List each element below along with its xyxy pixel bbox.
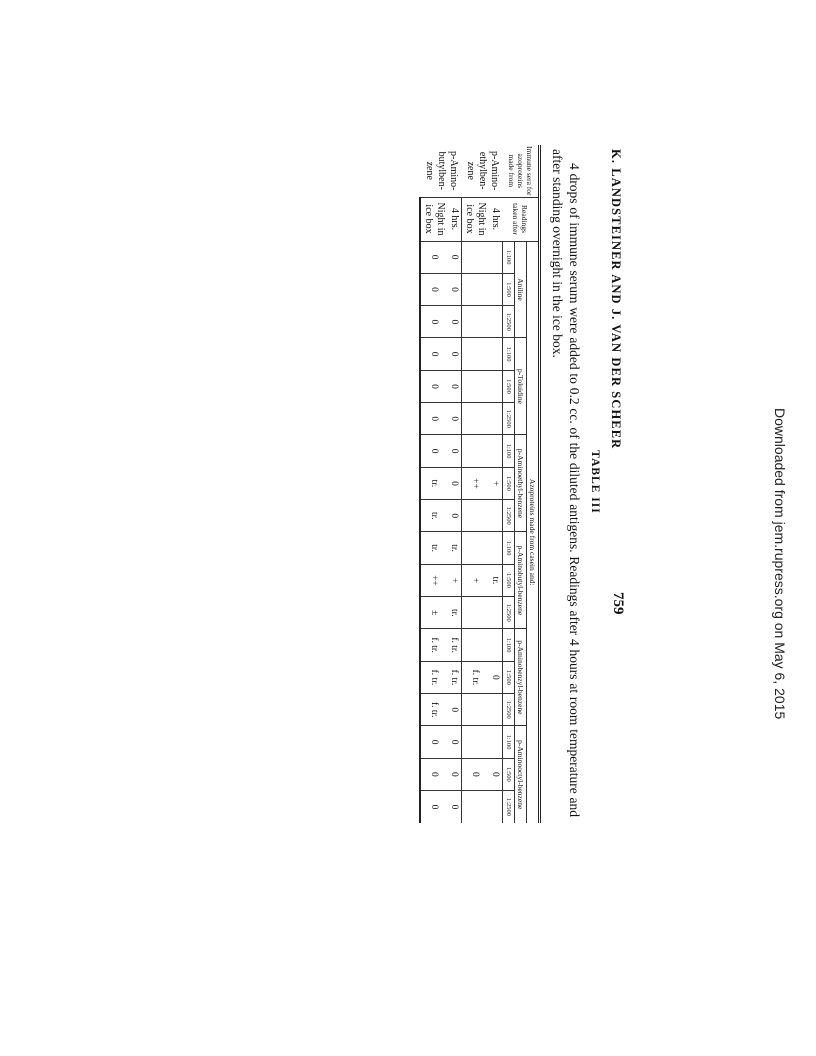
- reading-time: Night in ice box: [462, 197, 489, 241]
- result-cell: [489, 403, 503, 435]
- reading-time: 4 hrs.: [489, 197, 503, 241]
- result-cell: f. tr.: [421, 661, 448, 693]
- result-cell: 0: [489, 661, 503, 693]
- result-cell: 0: [421, 726, 448, 758]
- table-row: [448, 145, 463, 823]
- result-cell: ±: [421, 597, 448, 629]
- result-cell: [489, 370, 503, 402]
- header-readings: Readings taken after: [503, 197, 540, 241]
- result-cell: [462, 370, 489, 402]
- result-cell: tr.: [448, 532, 463, 564]
- result-cell: [489, 532, 503, 564]
- result-cell: [462, 726, 489, 758]
- result-cell: ++: [421, 564, 448, 596]
- header-dilution: 1:2500: [503, 306, 515, 338]
- header-antigen: p-Aminobenzyl-benzene: [515, 629, 527, 726]
- result-cell: [462, 403, 489, 435]
- table-row: [489, 145, 503, 823]
- result-cell: [462, 306, 489, 338]
- result-cell: 0: [421, 435, 448, 467]
- header-dilution: 1:100: [503, 435, 515, 467]
- result-cell: 0: [421, 273, 448, 305]
- result-cell: f. tr.: [448, 661, 463, 693]
- result-cell: tr.: [421, 467, 448, 499]
- header-dilution: 1:500: [503, 564, 515, 596]
- header-antigen: p-Aminoethyl-benzene: [515, 435, 527, 532]
- result-cell: +: [462, 564, 489, 596]
- result-cell: [462, 500, 489, 532]
- result-cell: 0: [448, 435, 463, 467]
- header-dilution: 1:100: [503, 338, 515, 370]
- result-cell: ++: [462, 467, 489, 499]
- result-cell: [489, 241, 503, 273]
- table-row: [421, 145, 448, 823]
- result-cell: 0: [421, 241, 448, 273]
- header-dilution: 1:2500: [503, 791, 515, 823]
- result-cell: 0: [448, 467, 463, 499]
- result-cell: tr.: [448, 597, 463, 629]
- result-cell: +: [489, 467, 503, 499]
- header-dilution: 1:2500: [503, 500, 515, 532]
- download-notice: Downloaded from jem.rupress.org on May 6, 2015: [772, 408, 788, 720]
- result-cell: [489, 500, 503, 532]
- result-cell: [489, 791, 503, 823]
- running-head: K. LANDSTEINER AND J. VAN DER SCHEER: [609, 149, 623, 450]
- result-cell: 0: [448, 370, 463, 402]
- result-cell: [489, 629, 503, 661]
- result-cell: +: [448, 564, 463, 596]
- rotated-page: [309, 137, 629, 827]
- result-cell: tr.: [489, 564, 503, 596]
- page-number: 759: [610, 592, 626, 615]
- result-cell: tr.: [421, 532, 448, 564]
- result-cell: [489, 435, 503, 467]
- result-cell: f. tr.: [448, 629, 463, 661]
- result-cell: [489, 338, 503, 370]
- result-cell: [462, 694, 489, 726]
- result-cell: 0: [448, 338, 463, 370]
- header-dilution: 1:500: [503, 273, 515, 305]
- header-dilution: 1:100: [503, 241, 515, 273]
- header-dilution: 1:2500: [503, 597, 515, 629]
- header-antigen: p-Aminobutyl-benzene: [515, 532, 527, 629]
- result-cell: f. tr.: [421, 629, 448, 661]
- header-azoproteins-group: Azoproteins made from casein and:: [527, 241, 540, 823]
- table-label: TABLE III: [589, 450, 601, 514]
- result-cell: [462, 629, 489, 661]
- header-antigen: p-Toluidine: [515, 338, 527, 435]
- header-dilution: 1:2500: [503, 403, 515, 435]
- result-cell: [489, 273, 503, 305]
- header-dilution: 1:100: [503, 726, 515, 758]
- result-cell: [462, 791, 489, 823]
- result-cell: [462, 273, 489, 305]
- result-cell: [462, 241, 489, 273]
- result-cell: 0: [421, 791, 448, 823]
- result-cell: 0: [448, 726, 463, 758]
- header-dilution: 1:500: [503, 758, 515, 790]
- result-cell: [489, 597, 503, 629]
- header-antigen: Aniline: [515, 241, 527, 338]
- header-dilution: 1:500: [503, 370, 515, 402]
- result-cell: [462, 597, 489, 629]
- result-cell: [489, 694, 503, 726]
- immune-sera-label: p-Amino-butylben-zene: [421, 145, 463, 197]
- result-cell: 0: [448, 500, 463, 532]
- header-dilution: 1:500: [503, 661, 515, 693]
- result-cell: f. tr.: [421, 694, 448, 726]
- header-dilution: 1:500: [503, 467, 515, 499]
- result-cell: 0: [448, 306, 463, 338]
- header-dilution: 1:100: [503, 629, 515, 661]
- result-cell: 0: [421, 758, 448, 790]
- result-cell: 0: [421, 370, 448, 402]
- table-row: [462, 145, 489, 823]
- result-cell: 0: [489, 758, 503, 790]
- result-cell: 0: [448, 791, 463, 823]
- result-cell: f. tr.: [462, 661, 489, 693]
- result-cell: [462, 532, 489, 564]
- reading-time: Night in ice box: [421, 197, 448, 241]
- result-cell: 0: [421, 338, 448, 370]
- result-cell: 0: [448, 403, 463, 435]
- result-cell: [462, 338, 489, 370]
- result-cell: [489, 306, 503, 338]
- result-cell: 0: [421, 306, 448, 338]
- result-cell: 0: [421, 403, 448, 435]
- result-cell: 0: [448, 273, 463, 305]
- header-antigen: p-Aminooctyl-benzene: [515, 726, 527, 823]
- result-cell: [489, 726, 503, 758]
- table-caption: 4 drops of immune serum were added to 0.2 cc. of the diluted antigens. Readings after 4 hours at room temperature and after standing overnight in the ice box.: [550, 149, 582, 817]
- result-cell: 0: [449, 254, 460, 260]
- reading-time: 4 hrs.: [448, 197, 463, 241]
- header-immune-sera: Immune sera for azoproteins made from: [503, 145, 540, 197]
- result-cell: 0: [448, 694, 463, 726]
- header-dilution: 1:100: [503, 532, 515, 564]
- result-cell: [462, 435, 489, 467]
- results-table: [420, 145, 542, 823]
- result-cell: tr.: [421, 500, 448, 532]
- immune-sera-label: p-Amino-ethylben-zene: [462, 145, 503, 197]
- result-cell: 0: [448, 758, 463, 790]
- header-dilution: 1:2500: [503, 694, 515, 726]
- result-cell: 0: [462, 758, 489, 790]
